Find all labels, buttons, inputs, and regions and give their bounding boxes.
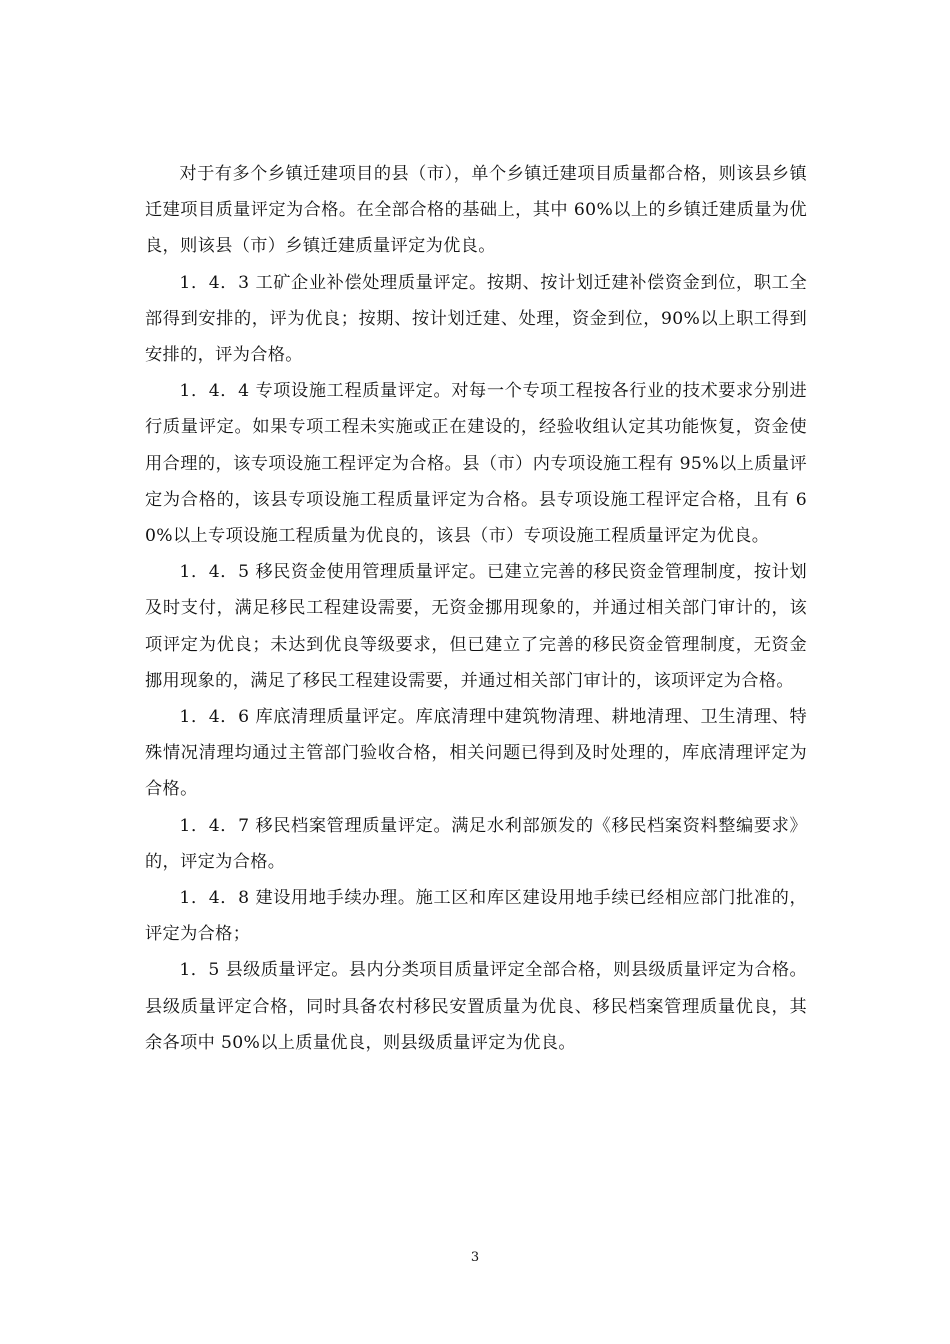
body-text xyxy=(145,156,807,1061)
paragraph-1-4-6-reservoir-clearing: 1．4．6 库底清理质量评定。库底清理中建筑物清理、耕地清理、卫生清理、特殊情况清理均通过主管部门验收合格，相关问题已得到及时处理的，库底清理评定为合格。 xyxy=(145,707,807,800)
paragraph-township-relocation: 对于有多个乡镇迁建项目的县（市），单个乡镇迁建项目质量都合格，则该县乡镇迁建项目质量评定为合格。在全部合格的基础上，其中 60%以上的乡镇迁建质量为优良，则该县（市）乡镇迁建质量评定为优良。 xyxy=(145,164,807,257)
paragraph-1-4-3-industrial-compensation: 1．4．3 工矿企业补偿处理质量评定。按期、按计划迁建补偿资金到位，职工全部得到安排的，评为优良；按期、按计划迁建、处理，资金到位，90%以上职工得到安排的，评为合格。 xyxy=(145,272,807,366)
paragraph-1-4-4-special-facilities: 1．4．4 专项设施工程质量评定。对每一个专项工程按各行业的技术要求分别进行质量评定。如果专项工程未实施或正在建设的，经验收组认定其功能恢复，资金使用合理的，该专项设施工程评定为合格。县（市）内专项设施工程有 95%以上质量评定为合格的，该县专项设施工程质量评定为合格。县专项设施工程评定合格，且有 60%以上专项设施工程质量为优良的，该县（市）专项设施工程质量评定为优良。 xyxy=(145,381,807,547)
paragraph-1-4-7-archive-management: 1．4．7 移民档案管理质量评定。满足水利部颁发的《移民档案资料整编要求》的，评定为合格。 xyxy=(145,815,807,872)
paragraph-1-4-5-fund-management: 1．4．5 移民资金使用管理质量评定。已建立完善的移民资金管理制度，按计划及时支付，满足移民工程建设需要，无资金挪用现象的，并通过相关部门审计的，该项评定为优良；未达到优良等级要求，但已建立了完善的移民资金管理制度，无资金挪用现象的，满足了移民工程建设需要，并通过相关部门审计的，该项评定为合格。 xyxy=(145,562,807,691)
paragraph-1-4-8-land-procedures: 1．4．8 建设用地手续办理。施工区和库区建设用地手续已经相应部门批准的，评定为合格； xyxy=(145,888,807,945)
page-number: 3 xyxy=(470,1250,480,1265)
paragraph-1-5-county-evaluation: 1．5 县级质量评定。县内分类项目质量评定全部合格，则县级质量评定为合格。县级质量评定合格，同时具备农村移民安置质量为优良、移民档案管理质量优良，其余各项中 50%以上质量优良，则县级质量评定为优良。 xyxy=(145,960,807,1053)
